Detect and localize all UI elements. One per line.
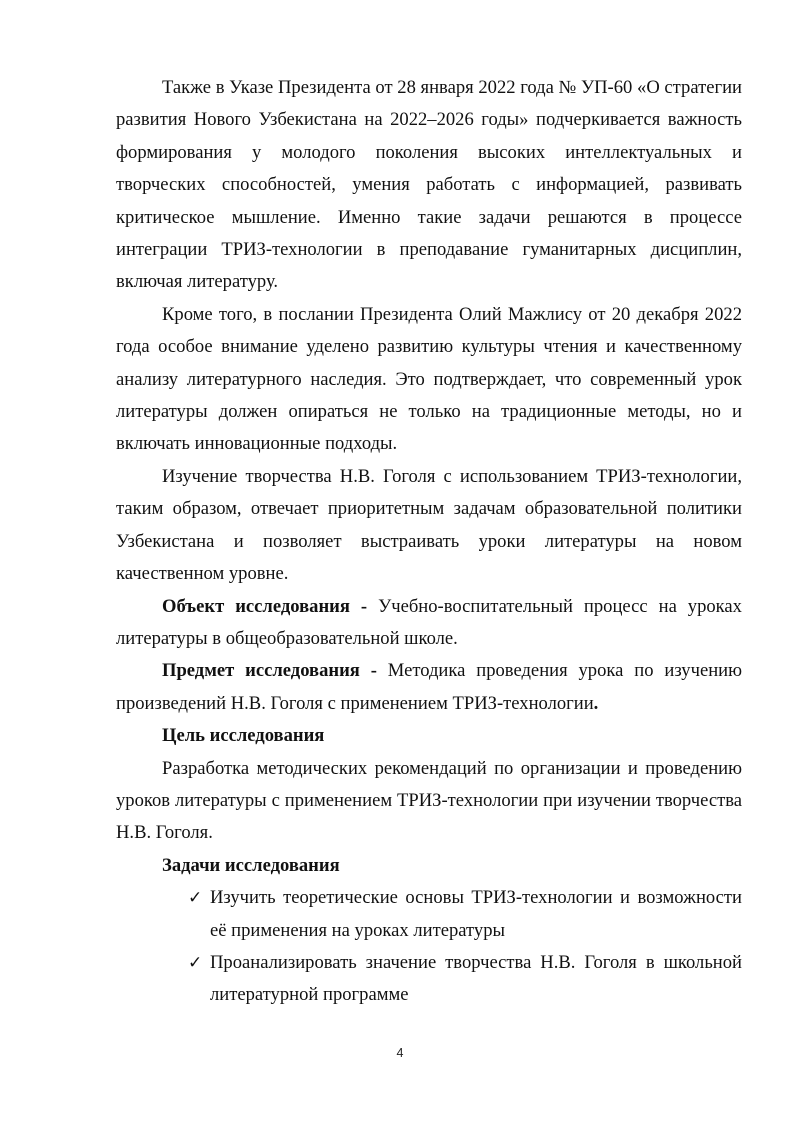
research-subject-label: Предмет исследования - [162, 660, 377, 682]
paragraph-address: Кроме того, в послании Президента Олий Мажлису от 20 декабря 2022 года особое внимание уделено развитию культуры чтения и качественному анализу литературного наследия. Это подтверждает, что современный урок литературы должен опираться не только на традиционные методы, но и включать инновационные подходы. [116, 303, 742, 455]
goal-heading: Цель исследования [162, 725, 325, 747]
list-item [188, 947, 742, 1012]
research-subject [116, 655, 742, 720]
research-object-label: Объект исследования - [162, 595, 368, 617]
checkmark-icon: ✓ [188, 888, 203, 909]
checkmark-icon: ✓ [188, 952, 203, 973]
tasks-list [116, 882, 742, 1012]
research-subject-text: Методика проведения урока по изучению произведений Н.В. Гоголя с применением ТРИЗ-технологии [116, 660, 742, 714]
research-object [116, 591, 742, 656]
goal-text: Разработка методических рекомендаций по организации и проведению уроков литературы с применением ТРИЗ-технологии при изучении творчества Н.В. Гоголя. [116, 757, 742, 844]
research-subject-end: . [593, 692, 599, 714]
task-text: Изучить теоретические основы ТРИЗ-технологии и возможности её применения на уроках литературы [210, 887, 742, 941]
research-object-text: Учебно-воспитательный процесс на уроках литературы в общеобразовательной школе. [116, 595, 742, 649]
list-item [188, 882, 742, 947]
document-body [116, 72, 742, 1012]
tasks-heading: Задачи исследования [162, 854, 340, 876]
paragraph-decree: Также в Указе Президента от 28 января 2022 года № УП-60 «О стратегии развития Нового Узбекистана на 2022–2026 годы» подчеркивается важность формирования у молодого поколения высоких интеллектуальных и творческих способностей, умения работать с информацией, развивать критическое мышление. Именно такие задачи решаются в процессе интеграции ТРИЗ-технологии в преподавание гуманитарных дисциплин, включая литературу. [116, 77, 742, 293]
paragraph-gogol-study: Изучение творчества Н.В. Гоголя с использованием ТРИЗ-технологии, таким образом, отвечает приоритетным задачам образовательной политики Узбекистана и позволяет выстраивать уроки литературы на новом качественном уровне. [116, 465, 742, 585]
page-number: 4 [396, 1046, 404, 1060]
task-text: Проанализировать значение творчества Н.В. Гоголя в школьной литературной программе [210, 951, 742, 1006]
